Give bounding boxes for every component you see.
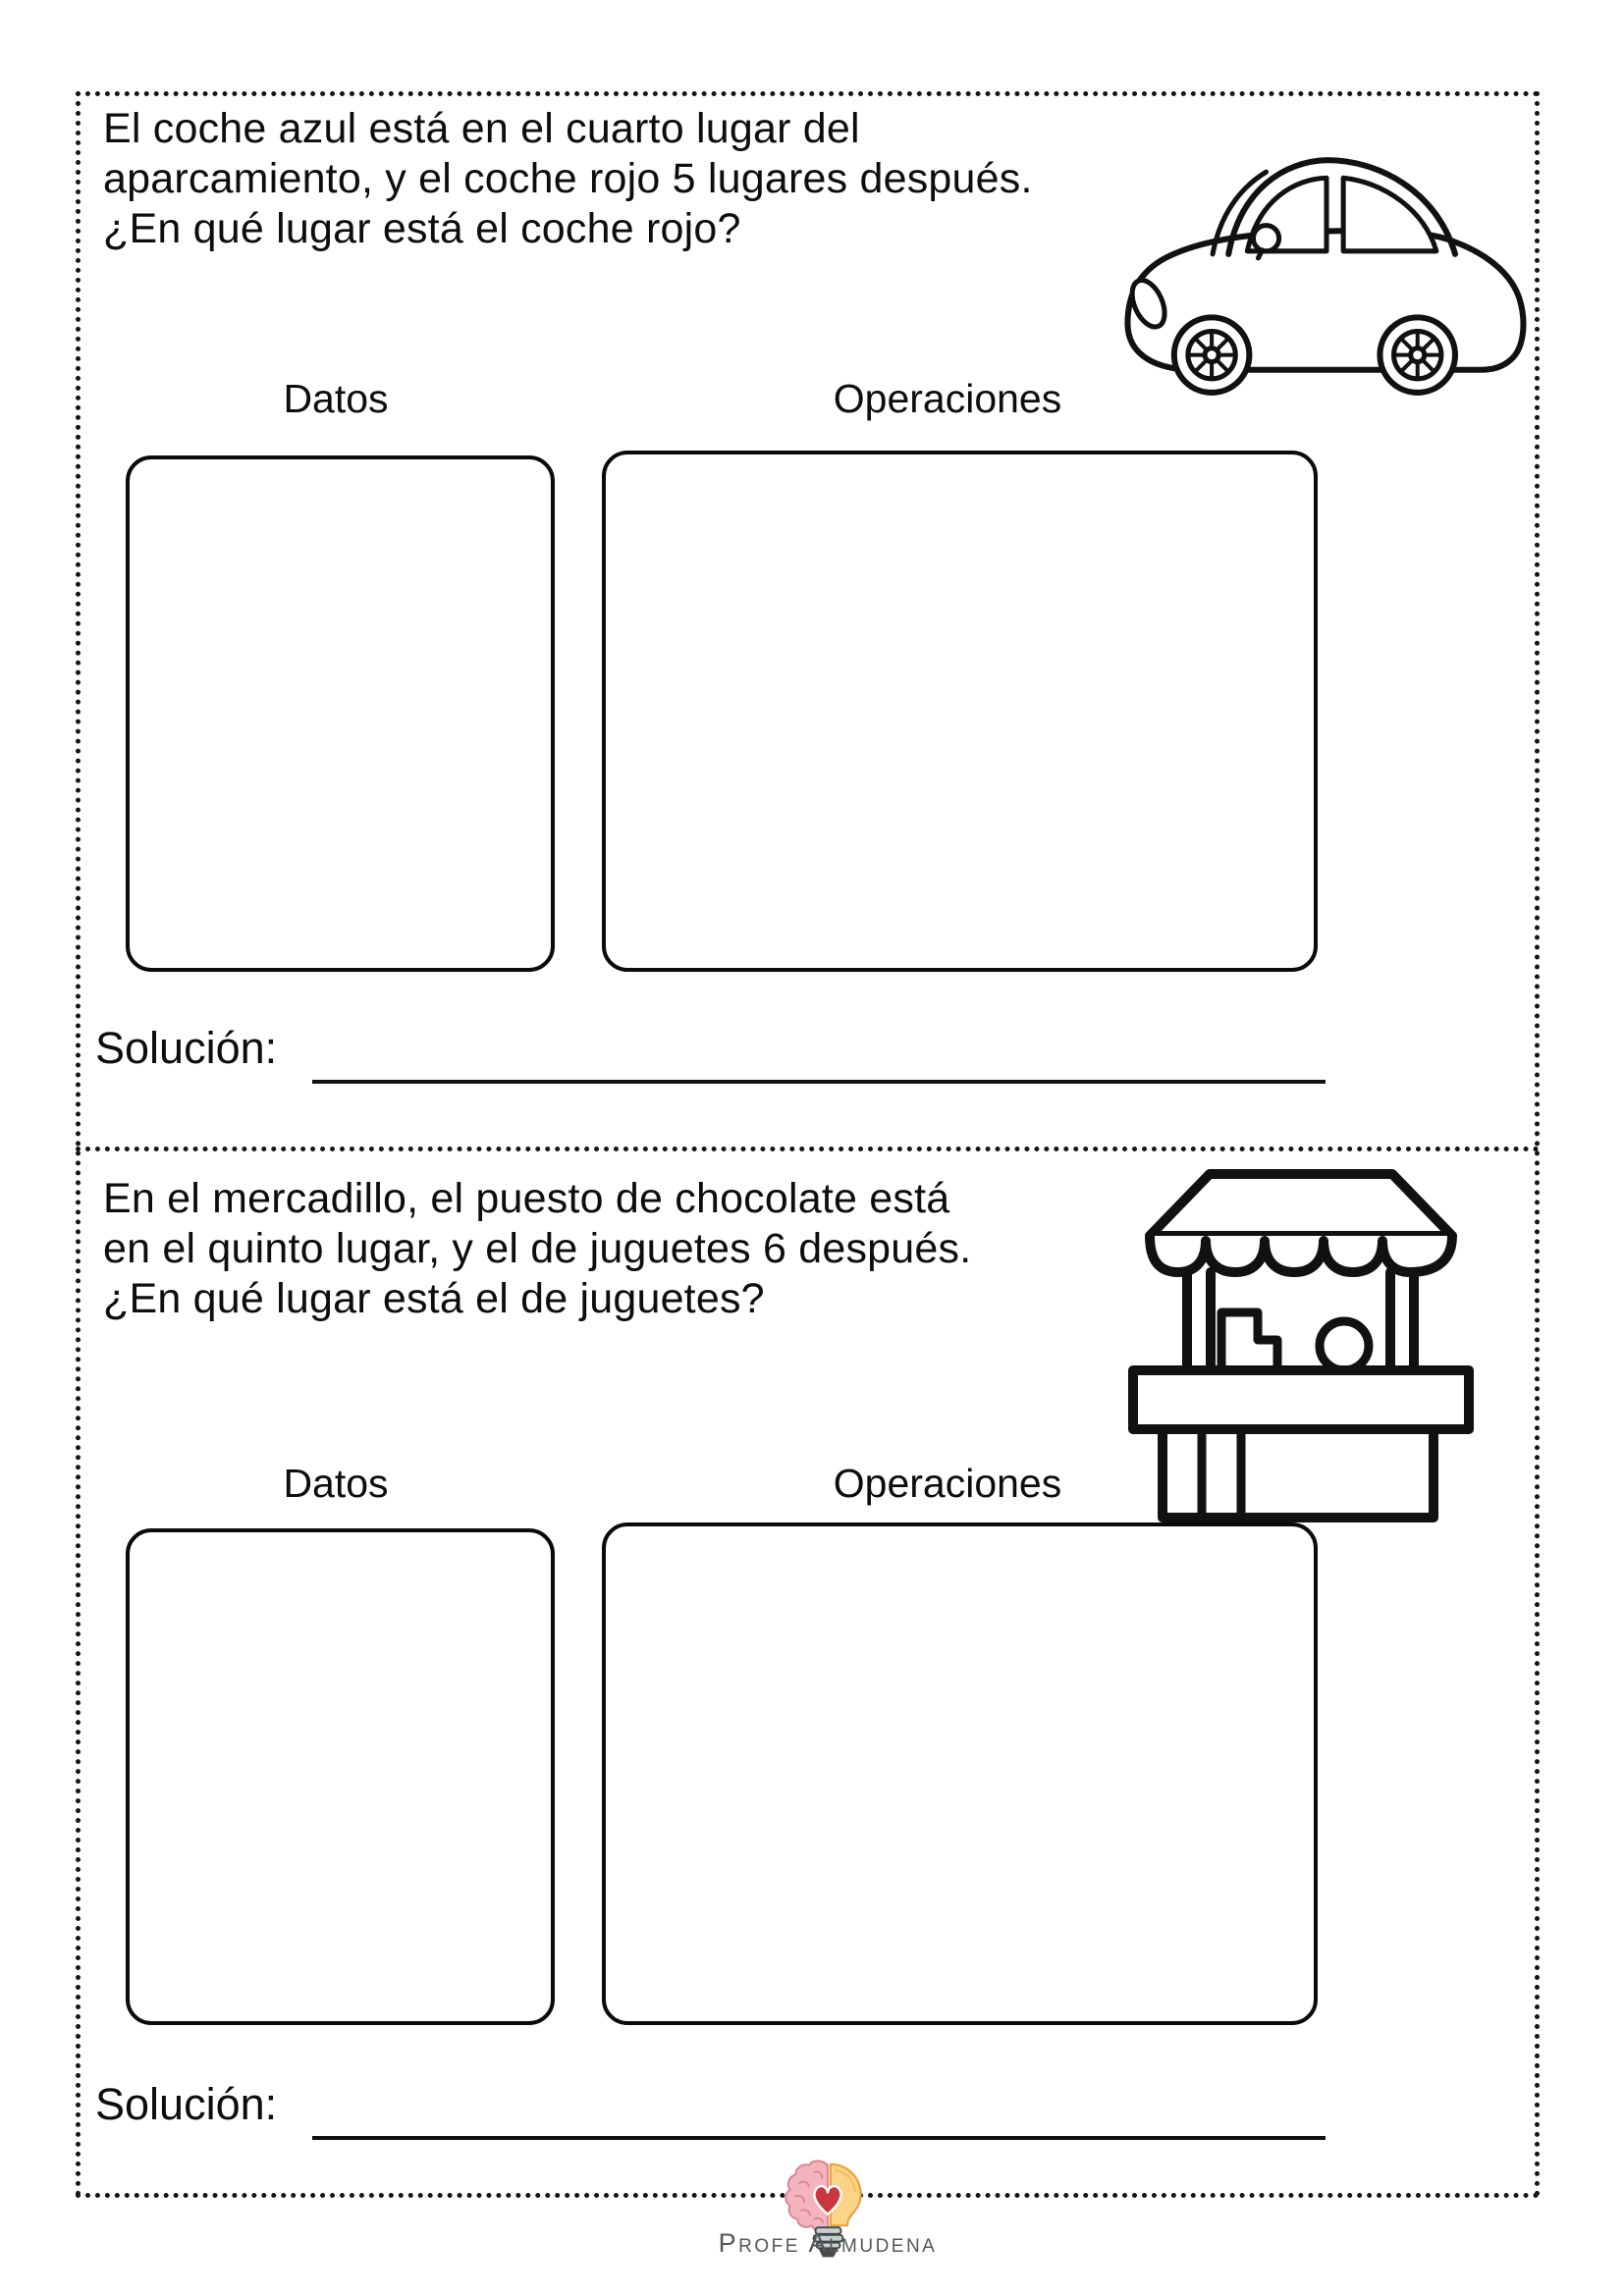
solucion-label: Solución: [95,1023,278,1073]
solucion-label: Solución: [95,2079,278,2129]
datos-label: Datos [283,376,389,421]
problem-line: ¿En qué lugar está el de juguetes? [103,1275,765,1322]
solution-line [312,2136,1326,2140]
operaciones-box [602,1522,1318,2025]
market-stall-icon [1127,1168,1475,1527]
problem-line: ¿En qué lugar está el coche rojo? [103,205,741,252]
market-stall-illustration [1127,1168,1475,1527]
car-icon [1117,145,1534,400]
operaciones-box [602,451,1318,972]
operaciones-label: Operaciones [833,1461,1062,1506]
datos-label: Datos [283,1461,389,1506]
datos-box [126,1528,555,2025]
solution-line [312,1080,1326,1084]
brand-name: Profe Almudena [718,2228,938,2258]
problem-line: aparcamiento, y el coche rojo 5 lugares después. [103,155,1033,202]
problem-statement [103,104,1033,254]
problem-line: En el mercadillo, el puesto de chocolate está [103,1175,950,1222]
problem-line: en el quinto lugar, y el de juguetes 6 después. [103,1225,972,1272]
problem-statement [103,1174,971,1324]
datos-box [126,455,555,972]
car-illustration [1117,145,1534,400]
problem-line: El coche azul está en el cuarto lugar del [103,105,860,152]
dotted-section-divider [76,1147,1540,1151]
operaciones-label: Operaciones [833,376,1062,421]
